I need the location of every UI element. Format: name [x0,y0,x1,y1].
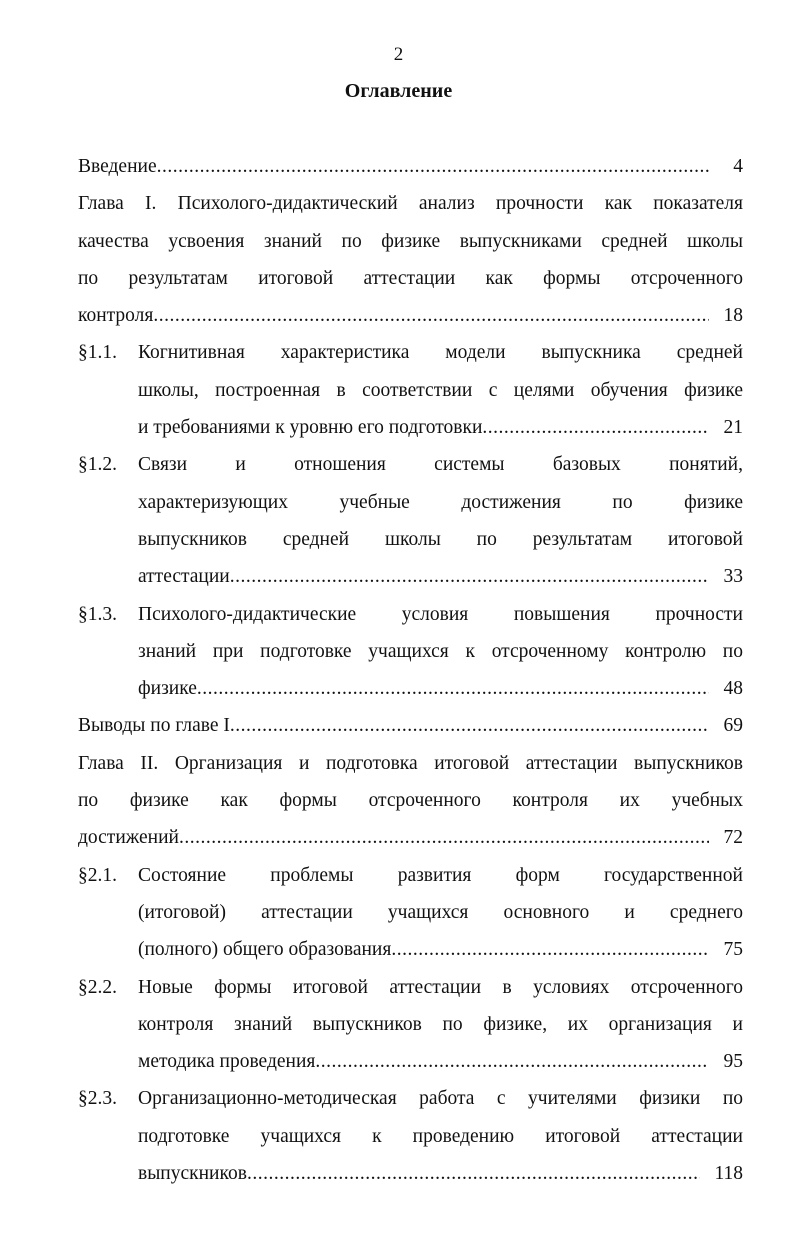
toc-entry-section-2-2[interactable] [78,969,743,1081]
toc-entry-line: Глава I. Психолого-дидактический анализ прочности как показателя [78,193,743,215]
toc-leader-dots [153,297,709,334]
toc-leader-dots [157,148,709,185]
toc-entry-line: (итоговой) аттестации учащихся основного и среднего [138,901,743,923]
toc-leader-dots [230,707,709,744]
toc-entry-title: физике [138,678,197,700]
toc-entry-section-2-3[interactable] [78,1080,743,1192]
section-number: §1.3. [78,603,117,625]
toc-entry-line: подготовке учащихся к проведению итоговой аттестации [138,1125,743,1147]
toc-entry-line: Психолого-дидактические условия повышения прочности [138,603,743,625]
toc-entry-line: школы, построенная в соответствии с целями обучения физике [138,379,743,401]
toc-entry-line: по физике как формы отсроченного контроля их учебных [78,790,743,812]
section-number: §2.2. [78,976,117,998]
toc-entry-title: достижений [78,827,179,849]
toc-entry-section-2-1[interactable] [78,857,743,969]
toc-entry-line: Новые формы итоговой аттестации в условиях отсроченного [138,976,743,998]
toc-entry-line: Организационно-методическая работа с учителями физики по [138,1088,743,1110]
toc-entry-title: аттестации [138,566,230,588]
toc-entry-intro[interactable] [78,148,743,185]
toc-entry-title: Введение [78,156,157,177]
toc-entry-line: знаний при подготовке учащихся к отсроченному контролю по [138,640,743,662]
toc-page-number: 33 [723,566,743,588]
toc-entry-title: контроля [78,305,154,327]
toc-page-number: 4 [733,156,743,177]
toc-leader-dots [391,931,709,968]
toc-leader-dots [230,558,709,595]
page-title: Оглавление [344,80,453,102]
toc-entry-chapter-1[interactable] [78,185,743,334]
section-number: §1.1. [78,342,117,364]
toc-entry-line: Связи и отношения системы базовых понятий, [138,454,743,476]
section-number: §1.2. [78,454,117,476]
page-number: 2 [393,44,404,65]
toc-entry-title: методика проведения [138,1051,316,1073]
toc-page-number: 18 [723,305,743,327]
toc-leader-dots [315,1043,709,1080]
toc-page-number: 75 [723,939,743,961]
table-of-contents [78,148,743,1192]
toc-entry-line: Состояние проблемы развития форм государственной [138,864,743,886]
toc-page-number: 21 [723,417,743,439]
toc-leader-dots [482,409,709,446]
toc-entry-title: выпускников [138,1163,247,1185]
toc-entry-section-1-2[interactable] [78,446,743,595]
toc-entry-chapter-2[interactable] [78,745,743,857]
section-number: §2.3. [78,1088,117,1110]
toc-entry-title: и требованиями к уровню его подготовки [138,417,483,439]
toc-entry-line: Глава II. Организация и подготовка итоговой аттестации выпускников [78,752,743,774]
toc-page-number: 72 [723,827,743,849]
toc-page-number: 69 [723,715,743,737]
section-number: §2.1. [78,864,117,886]
toc-leader-dots [179,819,709,856]
toc-entry-title: (полного) общего образования [138,939,392,961]
toc-page-number: 118 [714,1163,743,1185]
toc-entry-line: по результатам итоговой аттестации как формы отсроченного [78,267,743,289]
toc-entry-section-1-3[interactable] [78,596,743,708]
toc-entry-line: выпускников средней школы по результатам итоговой [138,528,743,550]
toc-entry-title: Выводы по главе I [78,715,230,737]
toc-entry-line: контроля знаний выпускников по физике, их организация и [138,1013,743,1035]
toc-entry-line: характеризующих учебные достижения по физике [138,491,743,513]
toc-entry-conclusions-1[interactable] [78,707,743,744]
toc-page-number: 48 [723,678,743,700]
toc-leader-dots [197,670,709,707]
toc-entry-line: Когнитивная характеристика модели выпускника средней [138,342,743,364]
toc-entry-section-1-1[interactable] [78,334,743,446]
toc-leader-dots [247,1155,701,1192]
toc-entry-line: качества усвоения знаний по физике выпускниками средней школы [78,230,743,252]
toc-page-number: 95 [723,1051,743,1073]
